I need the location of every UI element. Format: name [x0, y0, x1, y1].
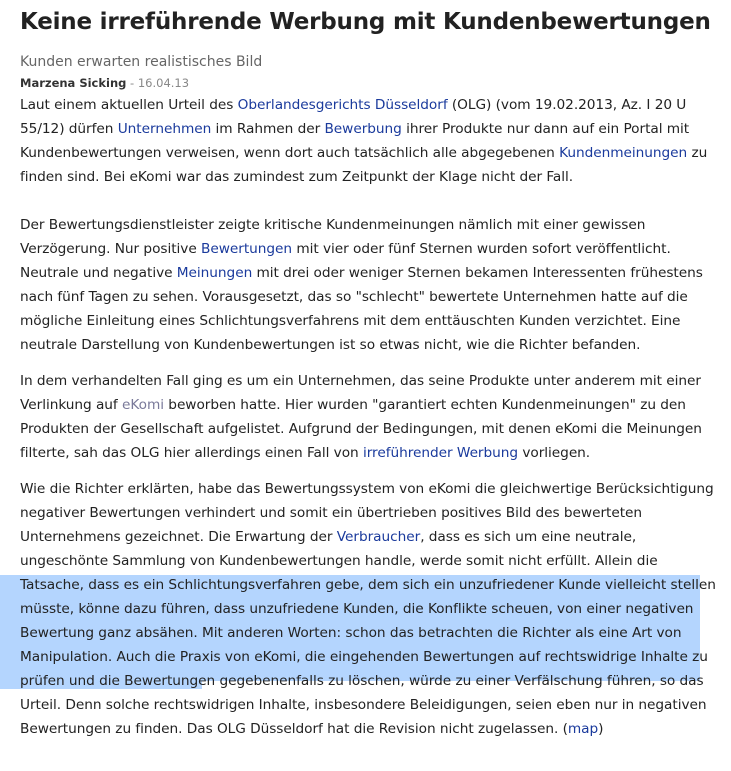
link-meinungen[interactable]: Meinungen [176, 265, 253, 281]
article-subtitle: Kunden erwarten realistisches Bild [20, 54, 263, 70]
text: beworben hatte. Hier wurden "garantiert echten Kundenmeinungen" zu den Produkten der Gesellschaft aufgelistet. [20, 397, 686, 437]
text: ) [598, 721, 604, 737]
article-body [20, 93, 720, 741]
selected-text: Aufgrund der Bedingungen, mit denen eKomi die Meinungen filterte, sah das OLG hier allerdings einen Fall von [20, 421, 702, 461]
link-oberlandesgericht[interactable]: Oberlandesgerichts Düsseldorf [237, 97, 448, 113]
selected-text: vorliegen. [518, 445, 591, 461]
text: Laut einem aktuellen Urteil des [20, 97, 238, 113]
paragraph-4 [20, 477, 720, 741]
text: , dass es sich um eine neutrale, ungeschönte Sammlung von Kundenbewertungen handle, werde somit nicht erfüllt. Allein die Tatsache, dass es ein Schlichtungsverfahren gebe, dem sich ein unzufriedener Kunde vielleicht stellen müsste, könne dazu führen, dass unzufriedene Kunden, die Konflikte scheuen, von einer negativen Bewertung ganz absähen. Mit anderen Worten: schon das betrachten die Richter als eine Art von Manipulation. Auch die Praxis von eKomi, die eingehenden Bewertungen auf rechtswidrige Inhalte zu prüfen und die Bewertungen gegebenenfalls zu löschen, würde zu einer Verfälschung führen, so das Urteil. Denn solche rechtswidrigen Inhalte, insbesondere Beleidigungen, seien eben nur in negativen Bewertungen zu finden. Das OLG Düsseldorf hat die Revision nicht zugelassen. ( [20, 529, 716, 737]
text: zu finden sind. Bei eKomi war das zumindest zum Zeitpunkt der Klage nicht der Fall. [20, 145, 708, 185]
link-ekomi[interactable]: eKomi [122, 397, 164, 413]
publish-date: 16.04.13 [137, 76, 190, 90]
text: ihrer Produkte nur dann auf ein Portal mit Kundenbewertungen verweisen, wenn dort auch tatsächlich alle abgegebenen [20, 121, 690, 161]
link-unternehmen[interactable]: Unternehmen [117, 121, 212, 137]
paragraph-3 [20, 369, 720, 465]
text: (OLG) (vom 19.02.2013, Az. I 20 U 55/12) dürfen [20, 97, 687, 137]
link-irrefuehrende-werbung[interactable]: irreführender Werbung [362, 445, 519, 461]
text: im Rahmen der [211, 121, 325, 137]
link-kundenmeinungen[interactable]: Kundenmeinungen [559, 145, 688, 161]
text: mit vier oder fünf Sternen wurden sofort veröffentlicht. Neutrale und negative [20, 241, 671, 281]
text: Der Bewertungsdienstleister zeigte kritische Kundenmeinungen nämlich mit einer gewissen Verzögerung. Nur positive [20, 217, 646, 257]
paragraph-2 [20, 213, 720, 357]
paragraph-1 [20, 93, 720, 189]
author-name[interactable]: Marzena Sicking [20, 76, 127, 90]
date-separator: - [126, 76, 138, 90]
article-meta [20, 75, 720, 91]
link-verbraucher[interactable]: Verbraucher [336, 529, 421, 545]
link-bewerbung[interactable]: Bewerbung [324, 121, 402, 137]
text: mit drei oder weniger Sternen bekamen Interessenten frühestens nach fünf Tagen zu sehen. Vorausgesetzt, das so "schlecht" bewertete Unternehmen hatte auf die mögliche Einleitung eines Schlichtungsverfahrens mit dem enttäuschten Kunden verzichtet. Eine neutrale Darstellung von Kundenbewertungen ist so etwas nicht, wie die Richter befanden. [20, 265, 703, 353]
link-source-map[interactable]: map [567, 721, 599, 737]
text: Die Erwartung der [203, 529, 337, 545]
selected-text: Wie die Richter erklärten, habe das Bewertungssystem von eKomi die gleichwertige Berücksichtigung negativer Bewertungen verhindert und somit ein übertrieben positives Bild des bewerteten Unternehmens gezeichnet. [20, 481, 714, 545]
article-title: Keine irreführende Werbung mit Kundenbewertungen [20, 9, 711, 35]
link-bewertungen[interactable]: Bewertungen [201, 241, 293, 257]
text: In dem verhandelten Fall ging es um ein Unternehmen, das seine Produkte unter anderem mit einer Verlinkung auf [20, 373, 701, 413]
